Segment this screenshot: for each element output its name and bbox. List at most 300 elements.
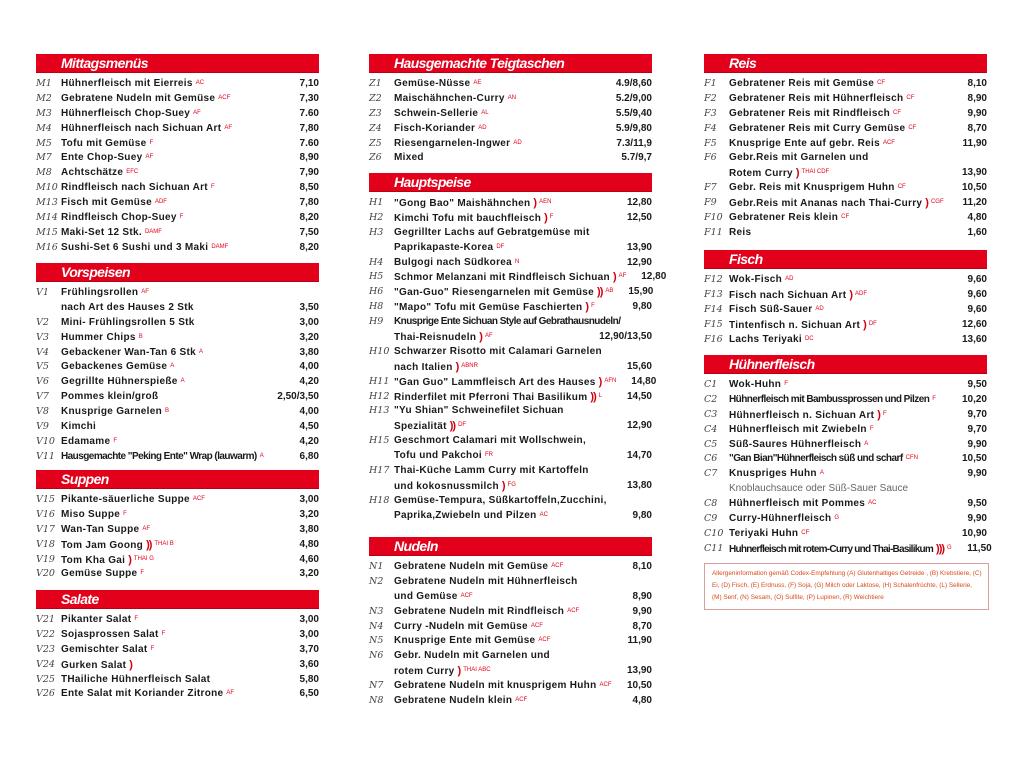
menu-item — [369, 434, 652, 449]
item-price: 4.9/8,60 — [615, 78, 652, 89]
item-price — [612, 434, 652, 449]
item-name-text: Curry -Nudeln mit Gemüse — [394, 620, 528, 632]
item-name-text: Knoblauchsauce oder Süß-Sauer Sauce — [729, 483, 909, 495]
item-name — [394, 434, 612, 449]
allergen-code: L — [598, 392, 603, 399]
menu-item-continued — [36, 301, 319, 316]
item-name-text: Gebratener Reis klein — [729, 212, 839, 224]
item-name — [729, 542, 952, 557]
item-price: 9,90 — [967, 107, 987, 119]
item-code — [369, 664, 394, 679]
item-name-text: Hühnerfleisch mit Bambussprossen und Pilzen — [729, 393, 930, 405]
menu-item — [704, 318, 987, 333]
item-code — [36, 301, 61, 316]
allergen-code: ACF — [218, 94, 231, 101]
allergen-code: AF — [618, 273, 627, 280]
item-code: C1 — [704, 379, 718, 390]
item-list — [369, 196, 667, 524]
item-code — [369, 330, 394, 345]
menu-item — [36, 151, 319, 166]
item-name — [729, 122, 947, 137]
item-name-text: Fisch Süß-Sauer — [729, 303, 813, 315]
item-code: F14 — [704, 303, 723, 315]
item-name — [729, 467, 947, 482]
allergen-code: F — [869, 425, 874, 432]
menu-item — [704, 107, 987, 122]
item-name — [61, 122, 279, 137]
chili-icon: ) — [128, 553, 131, 566]
item-price: 9,90 — [967, 513, 987, 525]
item-name — [61, 523, 279, 538]
item-name — [729, 452, 947, 467]
item-price: 9,50 — [967, 379, 987, 390]
item-list — [704, 378, 992, 557]
item-name — [61, 211, 279, 226]
item-name — [61, 137, 279, 152]
allergen-code: F — [932, 395, 936, 402]
menu-item — [704, 542, 992, 557]
menu-item — [369, 107, 652, 122]
menu-item — [36, 137, 319, 152]
item-code: F9 — [704, 197, 717, 209]
item-name — [61, 553, 279, 568]
item-price: 3,50 — [299, 301, 319, 313]
item-name — [394, 375, 616, 390]
menu-item — [36, 658, 319, 673]
item-price: 7,10 — [299, 78, 319, 89]
item-name-text: "Mapo" Tofu mit Gemüse Faschierten — [394, 302, 583, 314]
item-name — [394, 107, 612, 122]
menu-item — [369, 77, 652, 92]
menu-item — [36, 77, 319, 92]
allergen-code: F — [784, 381, 788, 387]
item-price: 4,20 — [299, 435, 319, 447]
item-name — [729, 211, 947, 226]
allergen-code: THAI ABC — [463, 667, 491, 674]
menu-item — [36, 553, 319, 568]
menu-item — [36, 390, 319, 405]
item-price: 3,00 — [299, 316, 319, 328]
item-price: 7,80 — [299, 122, 319, 134]
item-code: N5 — [369, 635, 384, 647]
allergen-code: DAMF — [211, 243, 229, 250]
item-name — [61, 181, 279, 196]
item-code: C2 — [704, 393, 718, 405]
menu-item — [36, 450, 319, 465]
allergen-code: A — [819, 470, 824, 477]
chili-icon: )) — [590, 390, 596, 403]
allergen-code: B — [164, 408, 169, 415]
menu-item — [36, 181, 319, 196]
menu-item — [36, 241, 319, 256]
item-price: 4,80 — [632, 695, 652, 707]
allergen-code: A — [259, 452, 264, 459]
item-code: M16 — [36, 241, 58, 253]
item-name-text: nach Art des Hauses 2 Stk — [61, 301, 194, 313]
item-name — [729, 527, 947, 542]
item-name-text: Pikanter Salat — [61, 614, 132, 625]
item-name-text: und kokosnussmilch — [394, 480, 499, 492]
item-name — [394, 509, 612, 524]
item-name-text: Knuspriges Huhn — [729, 468, 817, 480]
item-name-text: Tom Kha Gai — [61, 554, 126, 566]
item-code: H6 — [369, 286, 384, 298]
item-name-text: Mini- Frühlingsrollen 5 Stk — [61, 316, 195, 328]
item-code: V22 — [36, 628, 55, 640]
item-price: 9,90 — [632, 605, 652, 617]
item-name — [394, 390, 612, 405]
item-code: V8 — [36, 406, 49, 418]
item-code: Z1 — [369, 78, 382, 89]
item-name — [394, 241, 612, 256]
item-code — [704, 482, 729, 497]
item-name — [61, 567, 279, 582]
item-name-text: Gegrillter Lachs auf Gebratgemüse mit — [394, 226, 590, 238]
menu-item — [369, 300, 652, 315]
item-price: 3,20 — [299, 331, 319, 343]
item-name — [394, 575, 612, 590]
section-header: Vorspeisen — [36, 263, 319, 281]
chili-icon: ) — [544, 211, 547, 224]
chili-icon: ) — [598, 375, 602, 388]
item-code: V21 — [36, 614, 55, 625]
item-name-text: Hühnerfleisch mit Zwiebeln — [729, 423, 867, 435]
item-code: H5 — [369, 271, 384, 283]
item-name-text: Miso Suppe — [61, 508, 121, 520]
allergen-code: AD — [785, 276, 794, 282]
menu-item — [704, 467, 987, 482]
allergen-code: THAI G — [133, 555, 154, 562]
item-name — [394, 330, 599, 345]
item-price — [612, 404, 652, 419]
item-price: 4,00 — [299, 406, 319, 418]
item-name-text: Gebratene Nudeln mit knusprigem Huhn — [394, 680, 597, 692]
item-code: V16 — [36, 508, 55, 520]
allergen-code: ADF — [855, 290, 868, 297]
item-code: C6 — [704, 453, 718, 465]
item-code: H18 — [369, 494, 390, 506]
item-code: M3 — [36, 107, 52, 119]
item-price: 14,70 — [626, 450, 652, 462]
item-list — [36, 493, 319, 582]
item-price: 12,60 — [961, 318, 987, 330]
chili-icon: ) — [479, 331, 482, 344]
item-price: 8,20 — [299, 241, 319, 253]
item-name — [61, 508, 279, 523]
item-price: 8,70 — [632, 620, 652, 632]
menu-item — [704, 512, 987, 527]
item-price: 7,50 — [299, 226, 319, 238]
allergen-code: F — [113, 437, 118, 444]
menu-item-continued — [704, 482, 987, 497]
menu-item — [36, 375, 319, 390]
chili-icon: )) — [449, 420, 456, 433]
menu-item — [36, 316, 319, 331]
item-name — [394, 590, 612, 605]
item-price: 6,50 — [299, 688, 319, 700]
item-name — [61, 316, 279, 331]
item-name — [394, 404, 612, 419]
item-code: M7 — [36, 152, 52, 164]
item-name-text: Frühlingsrollen — [61, 287, 139, 298]
menu-item — [704, 438, 987, 453]
menu-item — [369, 122, 652, 137]
allergen-code: ACF — [460, 592, 473, 599]
item-code: V2 — [36, 316, 49, 328]
item-name — [61, 346, 279, 361]
item-name — [729, 438, 947, 453]
menu-item — [369, 137, 652, 152]
item-name-text: Thai-Reisnudeln — [394, 332, 477, 344]
item-name — [729, 497, 947, 512]
item-name-text: Riesengarnelen-Ingwer — [394, 137, 511, 149]
item-name-text: Tintenfisch n. Sichuan Art — [729, 319, 861, 331]
item-price: 3,00 — [299, 494, 319, 505]
item-name-text: Fisch-Koriander — [394, 122, 476, 134]
item-name — [61, 493, 279, 508]
allergen-code: G — [834, 515, 840, 522]
allergen-code: F — [150, 645, 155, 652]
item-name-text: Gebratene Nudeln mit Gemüse — [394, 561, 549, 572]
menu-item — [36, 405, 319, 420]
item-name — [729, 303, 947, 318]
item-code: Z5 — [369, 137, 382, 149]
item-price: 5.7/9,7 — [621, 152, 652, 164]
allergen-code: ACF — [882, 139, 895, 146]
item-code: C4 — [704, 423, 718, 435]
menu-item — [36, 211, 319, 226]
item-code: M10 — [36, 182, 58, 194]
chili-icon: ))) — [936, 542, 945, 555]
item-name-text: Knusprige Garnelen — [61, 406, 162, 418]
item-code — [369, 590, 394, 605]
item-name — [394, 664, 612, 679]
item-name-text: Gebr.Reis mit Garnelen und — [729, 152, 869, 164]
item-code: Z3 — [369, 107, 382, 119]
allergen-info: Allergeninformation gemäß Codex-Empfehlung (A) Glutenhaltiges Getreide , (B) Krebstiere, (C) Ei, (D) Fisch, (E) Erdnuss, (F) Soja, (G) Milch oder Laktose, (H) Schalenfrüchte, (L) Sellerie, (M) Senf, (N) Sesam, (O) Sulfite, (P) Lupinen, (R) Weichtiere — [704, 563, 989, 610]
item-name — [729, 92, 947, 107]
item-name — [61, 77, 279, 92]
menu-item — [36, 643, 319, 658]
allergen-code: F — [179, 214, 184, 221]
item-name-text: Gebr. Nudeln mit Garnelen und — [394, 650, 550, 662]
item-code: F7 — [704, 182, 717, 194]
item-code — [369, 419, 394, 434]
item-price: 13,90 — [626, 241, 652, 253]
item-name — [61, 450, 279, 465]
menu-item — [704, 211, 987, 226]
item-name-text: "Gan-Guo" Riesengarnelen mit Gemüse — [394, 287, 595, 299]
item-name — [61, 643, 279, 658]
menu-item — [369, 575, 652, 590]
allergen-code: F — [591, 303, 595, 310]
chili-icon: ) — [533, 197, 537, 209]
chili-icon: ) — [501, 479, 505, 492]
item-price: 2,50/3,50 — [277, 391, 319, 403]
menu-item — [36, 360, 319, 375]
item-name-text: Pikante-säuerliche Suppe — [61, 494, 190, 505]
item-price: 12,80 — [626, 197, 652, 208]
item-name-text: Gemischter Salat — [61, 643, 148, 655]
item-code: Z2 — [369, 92, 382, 104]
item-price: 10,50 — [961, 182, 987, 194]
item-price: 8,20 — [299, 212, 319, 224]
item-name-text: Rindfleisch Chop-Suey — [61, 212, 177, 224]
item-price: 11,90 — [627, 635, 652, 647]
menu-item — [369, 196, 652, 211]
menu-item — [704, 333, 987, 348]
allergen-code: THAI B — [154, 540, 174, 547]
item-price: 7.60 — [299, 107, 319, 119]
item-price — [947, 482, 987, 497]
item-name — [729, 151, 947, 166]
item-name-text: Wan-Tan Suppe — [61, 523, 140, 535]
item-name — [61, 538, 279, 553]
item-name — [394, 464, 612, 479]
item-name — [61, 673, 279, 688]
item-code: V3 — [36, 331, 49, 343]
chili-icon: )) — [597, 286, 603, 299]
allergen-code: AN — [507, 94, 517, 101]
menu-item — [704, 196, 987, 211]
item-name-text: Gebratener Reis mit Hühnerfleisch — [729, 92, 904, 104]
item-price: 9,60 — [967, 303, 987, 315]
item-code: C3 — [704, 408, 718, 420]
item-code: F13 — [704, 288, 723, 300]
item-price — [620, 315, 660, 330]
item-price: 4,80 — [299, 538, 319, 550]
item-price: 9,90 — [967, 468, 987, 480]
item-name-text: Gebratene Nudeln mit Gemüse — [61, 92, 216, 104]
menu-item — [36, 331, 319, 346]
item-name-text: Rotem Curry — [729, 168, 793, 180]
item-code: M15 — [36, 226, 58, 238]
item-price: 4,00 — [299, 361, 319, 373]
menu-item — [36, 420, 319, 435]
menu-item — [369, 679, 652, 694]
item-name-text: Schwarzer Risotto mit Calamari Garnelen — [394, 345, 602, 357]
item-code: H4 — [369, 256, 384, 268]
item-code: V18 — [36, 538, 55, 550]
allergen-code: DF — [868, 320, 877, 327]
item-code: V4 — [36, 346, 49, 358]
item-name — [394, 77, 612, 92]
item-name-text: Schmor Melanzani mit Rindfleisch Sichuan — [394, 272, 610, 284]
item-name — [729, 137, 947, 152]
chili-icon: ) — [863, 318, 866, 331]
item-price: 14,50 — [626, 390, 652, 402]
menu-item — [369, 345, 652, 360]
item-price: 12,90/13,50 — [599, 331, 652, 343]
item-name-text: Rinderfilet mit Pferroni Thai Basilikum — [394, 391, 588, 403]
item-code: N2 — [369, 575, 384, 587]
menu-item — [36, 166, 319, 181]
menu-section — [369, 537, 652, 709]
item-price: 8,70 — [967, 122, 987, 134]
item-code — [704, 166, 729, 181]
item-name — [61, 286, 279, 301]
item-price — [947, 151, 987, 166]
allergen-code: AD — [815, 305, 824, 312]
item-name — [61, 226, 279, 241]
item-name-text: Gemüse-Nüsse — [394, 78, 471, 89]
menu-item — [369, 694, 652, 709]
item-name — [61, 151, 279, 166]
item-price: 8,90 — [632, 590, 652, 602]
menu-item — [704, 452, 987, 467]
chili-icon: ) — [457, 665, 461, 678]
menu-item — [369, 649, 652, 664]
item-code: V11 — [36, 450, 55, 462]
allergen-code: DC — [804, 335, 814, 342]
item-code: C5 — [704, 438, 718, 450]
item-price: 5.9/9,80 — [615, 122, 652, 134]
allergen-code: AFN — [604, 377, 617, 384]
menu-item-continued — [369, 419, 652, 434]
item-price: 4,60 — [299, 553, 319, 565]
item-name-text: Rindfleisch nach Sichuan Art — [61, 182, 208, 194]
item-price: 13,80 — [626, 479, 652, 491]
item-name-text: Gurken Salat — [61, 659, 127, 671]
allergen-code: AE — [473, 80, 482, 86]
item-code: M14 — [36, 212, 58, 224]
item-price: 3,80 — [299, 523, 319, 535]
item-price: 9,50 — [967, 498, 987, 510]
item-name-text: Kimchi Tofu mit bauchfleisch — [394, 212, 542, 224]
menu-item — [369, 151, 652, 166]
item-code: H13 — [369, 405, 390, 417]
item-code: V15 — [36, 494, 55, 505]
item-name — [61, 241, 279, 256]
item-name — [394, 679, 612, 694]
menu-item — [704, 423, 987, 438]
item-code: H17 — [369, 465, 390, 477]
allergen-code: AF — [142, 525, 151, 532]
allergen-code: CF — [897, 184, 906, 191]
item-code: M5 — [36, 137, 52, 149]
item-code: N4 — [369, 620, 384, 632]
allergen-code: CF — [801, 529, 810, 536]
menu-item — [704, 122, 987, 137]
item-name-text: Hühnerfleisch nach Sichuan Art — [61, 122, 222, 134]
allergen-code: AC — [539, 511, 548, 518]
item-name — [394, 605, 612, 620]
item-name — [61, 92, 279, 107]
item-list — [369, 560, 652, 709]
item-name-text: Spezialität — [394, 421, 447, 433]
item-name-text: Tofu und Pakchoi — [394, 450, 482, 462]
item-code: H2 — [369, 211, 384, 223]
item-price: 8,90 — [299, 152, 319, 164]
item-name — [394, 449, 612, 464]
item-code: H3 — [369, 226, 384, 238]
item-name-text: Thai-Küche Lamm Curry mit Kartoffeln — [394, 465, 589, 477]
item-code: M1 — [36, 78, 52, 89]
menu-section — [36, 470, 319, 582]
menu-item — [36, 628, 319, 643]
item-code — [369, 360, 394, 375]
item-code: F11 — [704, 226, 723, 238]
item-name-text: THailiche Hühnerfleisch Salat — [61, 673, 211, 685]
menu-item — [704, 273, 987, 288]
menu-item — [369, 404, 652, 419]
allergen-code: ACF — [567, 607, 580, 614]
allergen-code: AC — [868, 500, 877, 507]
item-code: F4 — [704, 122, 717, 134]
item-name — [394, 694, 612, 709]
item-name-text: Kimchi — [61, 421, 97, 433]
chili-icon: ) — [795, 167, 799, 180]
